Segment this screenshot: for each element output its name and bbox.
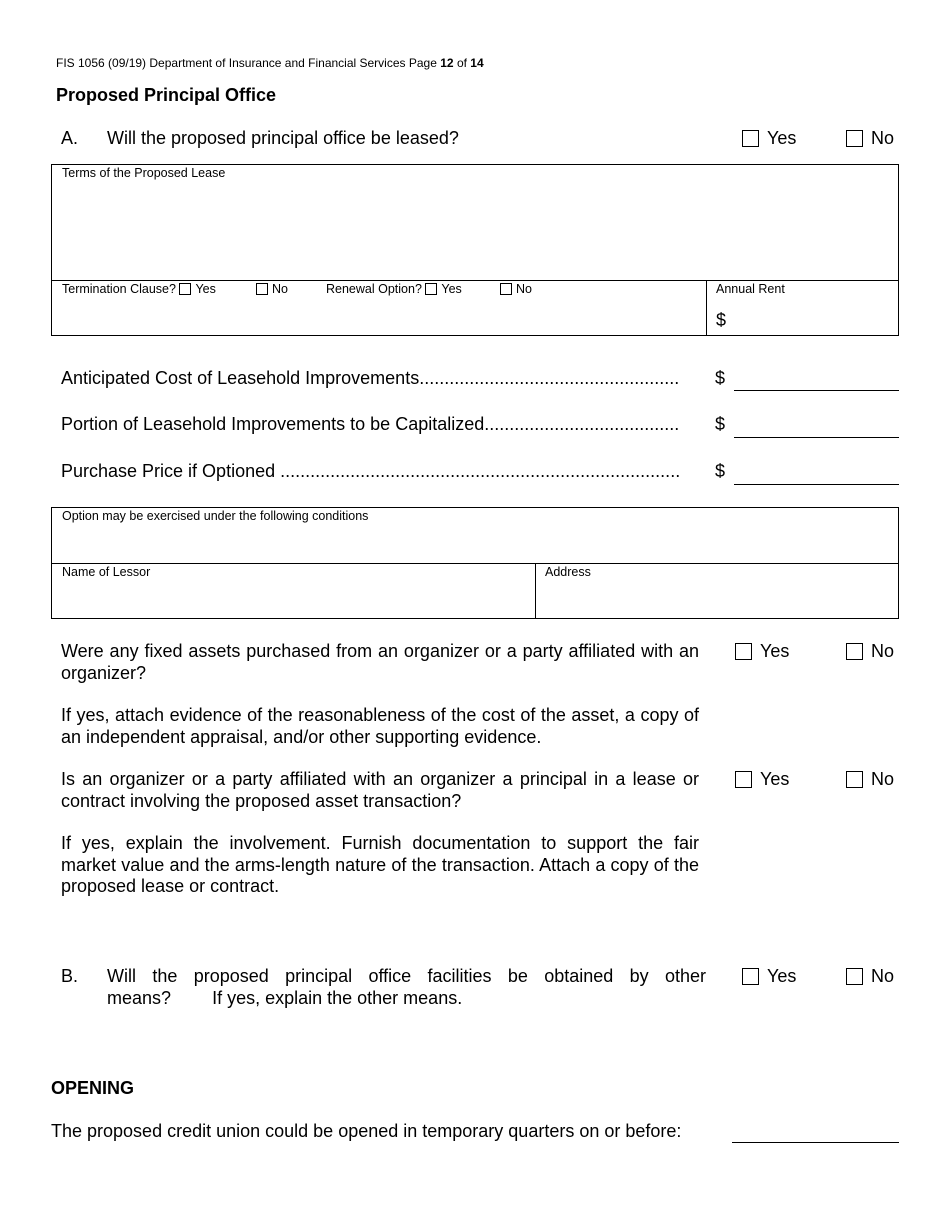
yes-label: Yes [760,641,790,661]
termination-no-label: No [272,282,288,296]
checkbox-icon[interactable] [735,771,752,788]
address-field[interactable] [535,563,899,619]
opening-text: The proposed credit union could be opened in temporary quarters on or before: [51,1121,682,1141]
fixed-assets-instruction: If yes, attach evidence of the reasonableness of the cost of the asset, a copy of an independent appraisal, and/or other supporting evidence. [61,705,699,747]
question-a-yes[interactable] [742,128,796,149]
option-conditions-label: Option may be exercised under the following conditions [62,509,369,523]
termination-yes-label: Yes [195,282,216,296]
question-b-block [107,966,706,1009]
page-current: 12 [440,56,454,70]
organizer-principal-yes[interactable] [735,769,789,790]
renewal-no-checkbox[interactable] [500,283,512,295]
page-header [56,56,484,70]
termination-label: Termination Clause? [62,282,176,296]
checkbox-icon[interactable] [846,968,863,985]
question-b-followup: If yes, explain the other means. [212,987,463,1008]
question-b-text-line1: Will the proposed principal office facilities be obtained by other [107,966,706,986]
question-b-text-line2: means? [107,987,172,1008]
renewal-yes-checkbox[interactable] [425,283,437,295]
fixed-assets-no[interactable] [846,641,894,662]
organizer-principal-question: Is an organizer or a party affiliated with an organizer a principal in a lease or contract involving the proposed asset transaction? [61,769,699,811]
no-label: No [871,128,895,148]
yes-label: Yes [767,966,797,986]
fixed-assets-yes[interactable] [735,641,789,662]
question-a-text: Will the proposed principal office be leased? [107,128,459,148]
lease-clause-row [51,280,707,336]
checkbox-icon[interactable] [742,968,759,985]
opening-heading: OPENING [51,1078,135,1098]
leasehold-cost-label: Anticipated Cost of Leasehold Improvements.................................................... [61,368,680,388]
yes-label: Yes [767,128,797,148]
lessor-name-label: Name of Lessor [62,565,151,579]
no-label: No [871,966,895,986]
lease-terms-field[interactable] [51,164,899,281]
question-a-letter: A. [61,128,79,148]
opening-date-input[interactable] [732,1142,899,1143]
annual-rent-label: Annual Rent [716,282,785,296]
question-b-no[interactable] [846,966,894,987]
section-title: Proposed Principal Office [56,85,277,105]
renewal-no [500,282,532,296]
no-label: No [871,641,895,661]
purchase-price-currency: $ [715,461,726,481]
purchase-price-label: Purchase Price if Optioned ................................................................................ [61,461,681,481]
no-label: No [871,769,895,789]
lease-terms-label: Terms of the Proposed Lease [62,166,226,180]
purchase-price-input[interactable] [734,484,899,485]
question-b-letter: B. [61,966,79,986]
checkbox-icon[interactable] [846,130,863,147]
checkbox-icon[interactable] [846,771,863,788]
checkbox-icon[interactable] [846,643,863,660]
checkbox-icon[interactable] [735,643,752,660]
page-total: 14 [470,56,484,70]
renewal-label: Renewal Option? [326,282,422,296]
termination-yes-checkbox[interactable] [179,283,191,295]
renewal-no-label: No [516,282,532,296]
termination-clause [62,282,216,296]
termination-no [256,282,288,296]
organizer-principal-instruction: If yes, explain the involvement. Furnish documentation to support the fair market value and the arms-length nature of the transaction. Attach a copy of the proposed lease or contract. [61,833,699,896]
capitalized-label: Portion of Leasehold Improvements to be Capitalized....................................... [61,414,680,434]
annual-rent-field[interactable] [706,280,899,336]
leasehold-cost-currency: $ [715,368,726,388]
termination-no-checkbox[interactable] [256,283,268,295]
question-b-yes[interactable] [742,966,796,987]
option-conditions-field[interactable] [51,507,899,564]
question-a-no[interactable] [846,128,894,149]
fixed-assets-question: Were any fixed assets purchased from an organizer or a party affiliated with an organizer? [61,641,699,683]
capitalized-input[interactable] [734,437,899,438]
renewal-yes-label: Yes [441,282,462,296]
leasehold-cost-input[interactable] [734,390,899,391]
page-of: of [456,56,467,70]
annual-rent-currency: $ [716,310,727,330]
capitalized-currency: $ [715,414,726,434]
form-id: FIS 1056 (09/19) Department of Insurance and Financial Services Page [56,56,437,70]
renewal-option [326,282,462,296]
organizer-principal-no[interactable] [846,769,894,790]
checkbox-icon[interactable] [742,130,759,147]
yes-label: Yes [760,769,790,789]
address-label: Address [545,565,591,579]
lessor-name-field[interactable] [51,563,536,619]
